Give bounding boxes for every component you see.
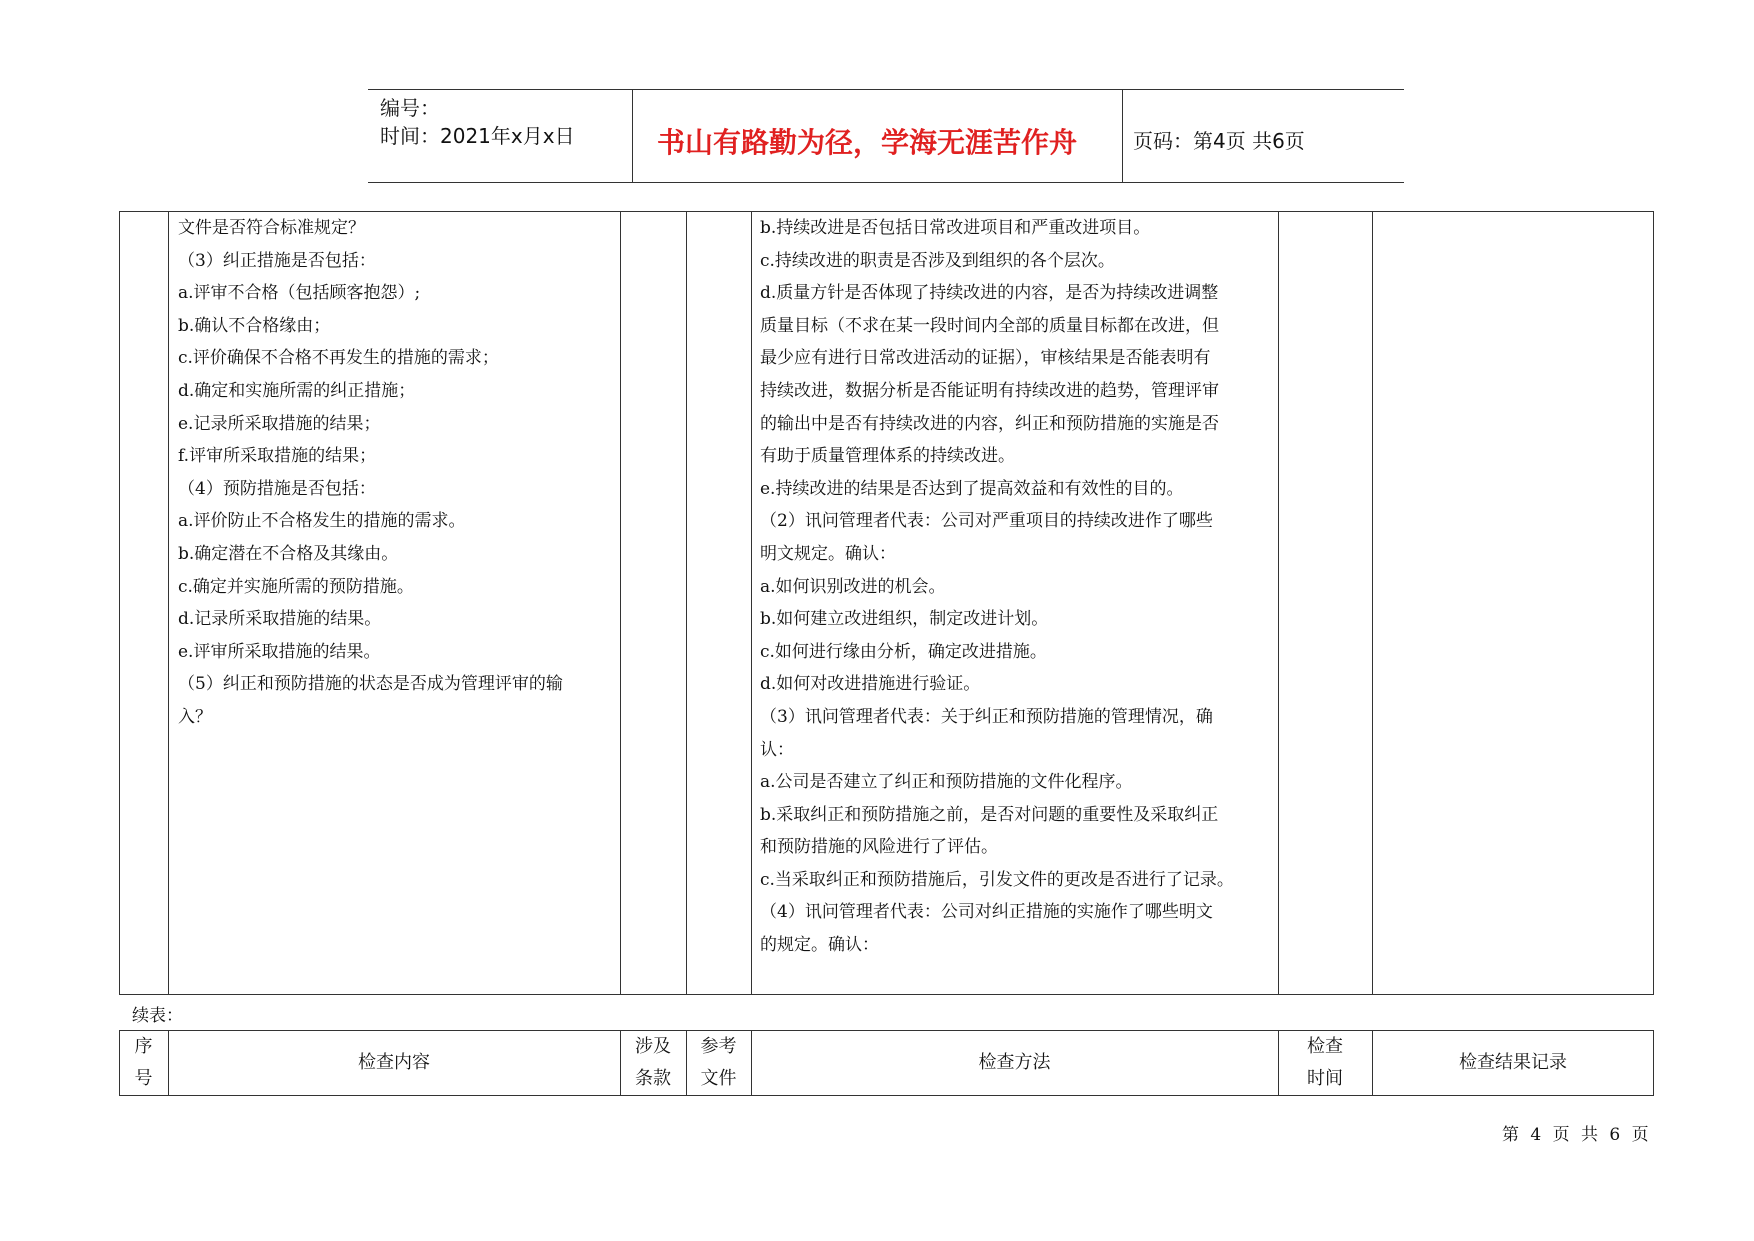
content-line: d.确定和实施所需的纠正措施； [178,380,416,401]
method-line: a.如何识别改进的机会。 [760,576,946,597]
content-line: e.评审所采取措施的结果。 [178,641,381,662]
content-line: a.评价防止不合格发生的措施的需求。 [178,511,466,532]
page-footer: 第 4 页 共 6 页 [1502,1125,1649,1145]
col-header-clause-line1: 涉及 [635,1036,671,1057]
col-divider-time [1372,211,1373,995]
col-header-seq-line1: 序 [134,1036,153,1057]
content-line: c.确定并实施所需的预防措施。 [178,576,414,597]
method-line: （2）讯问管理者代表：公司对严重项目的持续改进作了哪些 [760,511,1213,532]
content-cell [178,212,563,734]
method-line: d.质量方针是否体现了持续改进的内容，是否为持续改进调整 [760,283,1219,304]
method-line: e.持续改进的结果是否达到了提高效益和有效性的目的。 [760,478,1184,499]
col-header-time-line2: 时间 [1307,1068,1343,1089]
col-header-ref [686,1031,751,1095]
col-header-clause-line2: 条款 [635,1068,671,1089]
method-line: 的输出中是否有持续改进的内容，纠正和预防措施的实施是否 [760,413,1219,434]
method-line: c.如何进行缘由分析，确定改进措施。 [760,641,1047,662]
content-line: c.评价确保不合格不再发生的措施的需求； [178,348,499,369]
method-line: 的规定。确认： [760,935,879,956]
col-header-seq [119,1031,168,1095]
doc-number-label: 编号： [380,96,440,120]
col-divider-content [620,211,621,995]
method-line: （3）讯问管理者代表：关于纠正和预防措施的管理情况，确 [760,706,1213,727]
continued-label: 续表： [132,1006,183,1026]
content-line: b.确认不合格缘由； [178,315,331,336]
method-line: d.如何对改进措施进行验证。 [760,674,981,695]
header-divider-right [1122,89,1123,182]
content-line: （5）纠正和预防措施的状态是否成为管理评审的输 [178,674,563,695]
method-line: b.如何建立改进组织，制定改进计划。 [760,609,1049,630]
col-header-result: 检查结果记录 [1459,1052,1567,1073]
page-code-label: 页码：第4页 共6页 [1133,129,1305,153]
method-line: 认： [760,739,794,760]
method-line: 明文规定。确认： [760,543,896,564]
method-line: a.公司是否建立了纠正和预防措施的文件化程序。 [760,772,1133,793]
header-bottom-rule [368,182,1404,183]
col-header-time [1278,1031,1372,1095]
col-header-seq-line2: 号 [134,1068,153,1089]
method-line: c.持续改进的职责是否涉及到组织的各个层次。 [760,250,1115,271]
method-line: 最少应有进行日常改进活动的证据），审核结果是否能表明有 [760,348,1211,369]
method-line: c.当采取纠正和预防措施后，引发文件的更改是否进行了记录。 [760,869,1234,890]
content-line: b.确定潜在不合格及其缘由。 [178,543,399,564]
col-header-ref-line1: 参考 [700,1036,737,1057]
doc-time-label: 时间：2021年x月x日 [380,124,575,148]
method-line: 和预防措施的风险进行了评估。 [760,837,998,858]
method-line: 持续改进，数据分析是否能证明有持续改进的趋势，管理评审 [760,380,1219,401]
method-line: （4）讯问管理者代表：公司对纠正措施的实施作了哪些明文 [760,902,1213,923]
col-header-time-line1: 检查 [1307,1036,1343,1057]
content-line: （3）纠正措施是否包括： [178,250,376,271]
content-line: f.评审所采取措施的结果； [178,446,377,467]
content-line: （4）预防措施是否包括： [178,478,376,499]
col-header-method: 检查方法 [978,1052,1051,1073]
col-divider-seq [168,211,169,995]
content-line: 入？ [178,706,212,727]
method-line: b.采取纠正和预防措施之前，是否对问题的重要性及采取纠正 [760,804,1219,825]
content-line: e.记录所采取措施的结果； [178,413,381,434]
method-cell [760,212,1234,962]
method-line: b.持续改进是否包括日常改进项目和严重改进项目。 [760,218,1151,238]
header-top-rule [368,89,1404,90]
col-header-clause [620,1031,686,1095]
header-divider-left [632,89,633,182]
motto-text: 书山有路勤为径，学海无涯苦作舟 [657,126,1078,159]
col-header-content: 检查内容 [358,1052,430,1073]
col-divider-method [1278,211,1279,995]
col-divider-ref [751,211,752,995]
content-line: a.评审不合格（包括顾客抱怨）; [178,283,421,304]
method-line: 有助于质量管理体系的持续改进。 [760,446,1015,467]
col-divider-clause [686,211,687,995]
content-line: 文件是否符合标准规定？ [178,218,365,238]
method-line: 质量目标（不求在某一段时间内全部的质量目标都在改进，但 [760,315,1219,336]
content-line: d.记录所采取措施的结果。 [178,609,382,630]
col-header-ref-line2: 文件 [700,1068,737,1089]
